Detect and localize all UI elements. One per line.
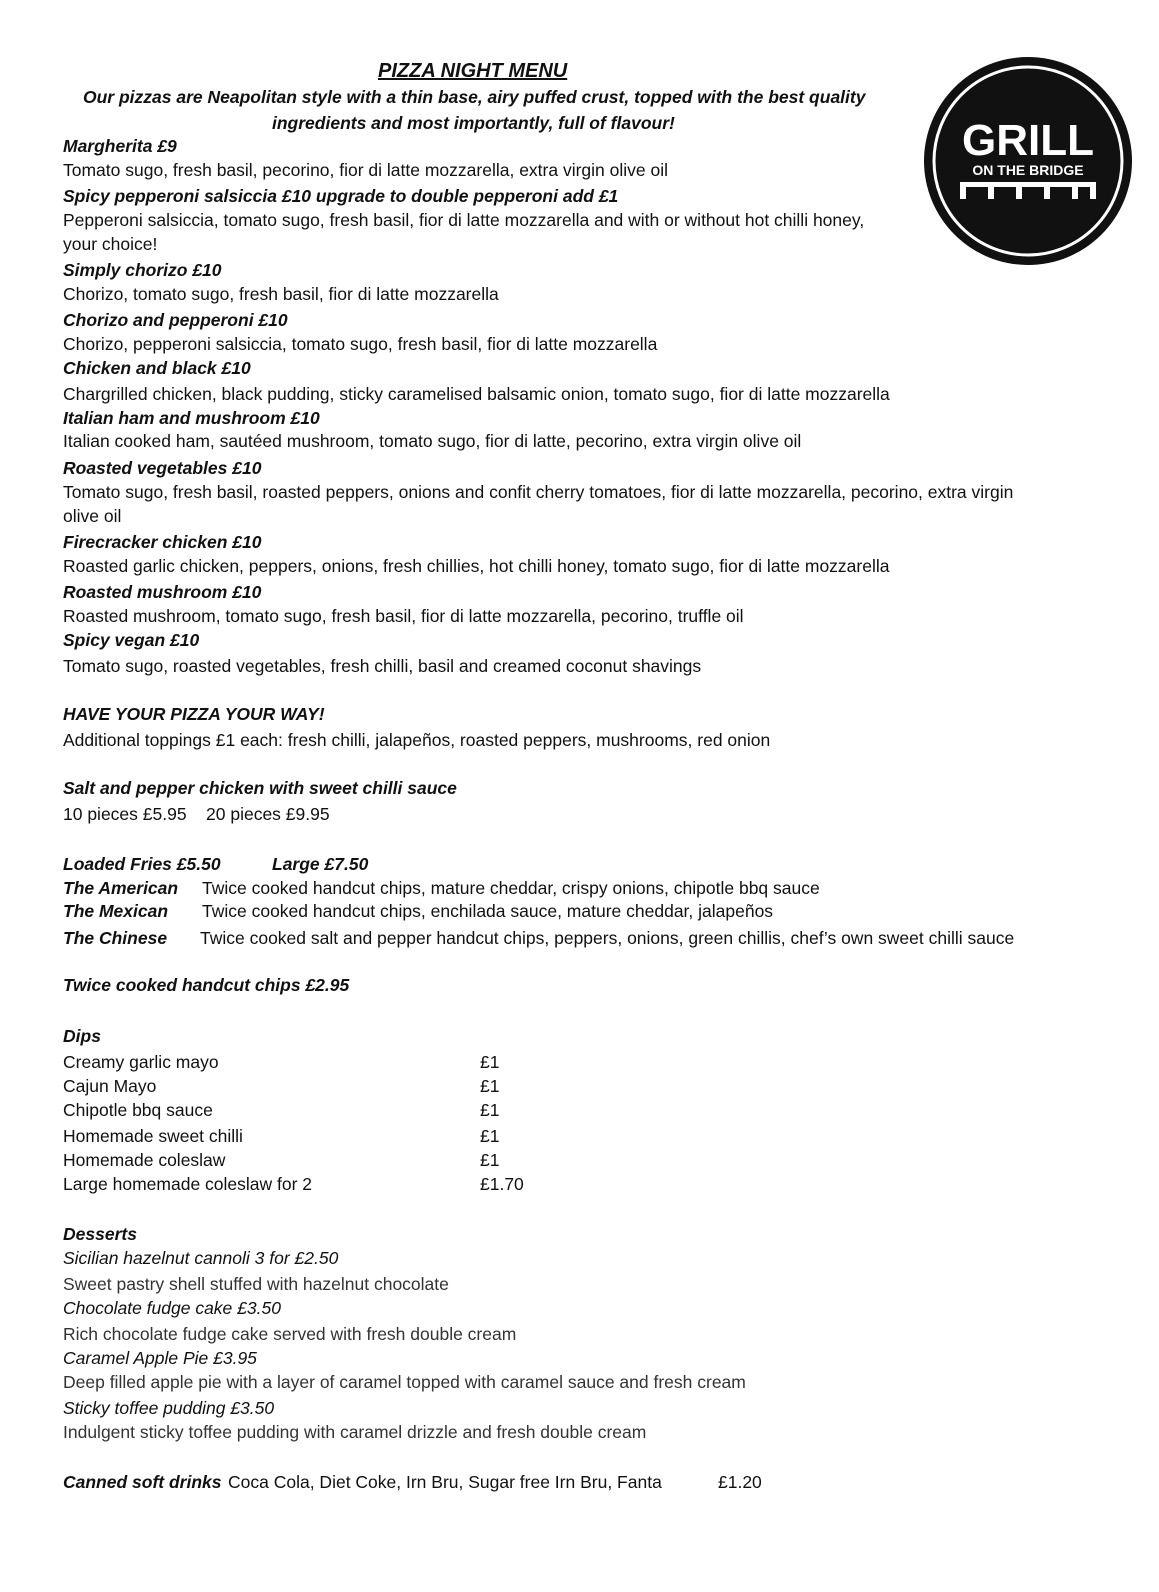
- logo-line-1: GRILL: [962, 116, 1094, 165]
- dip-name: Homemade coleslaw: [63, 1150, 226, 1170]
- fries-item-name: The Chinese: [63, 928, 168, 948]
- dip-price: £1.70: [480, 1174, 524, 1194]
- dessert-desc: Deep filled apple pie with a layer of caramel topped with caramel sauce and fresh cream: [63, 1372, 746, 1392]
- drinks-price: £1.20: [718, 1472, 762, 1492]
- pizza-name: Spicy vegan £10: [63, 630, 200, 650]
- dessert-name: Sticky toffee pudding £3.50: [63, 1398, 275, 1418]
- grill-on-the-bridge-logo: [922, 55, 1134, 267]
- pizza-desc: Pepperoni salsiccia, tomato sugo, fresh basil, fior di latte mozzarella and with or without hot chilli honey, your choice!: [63, 210, 865, 254]
- dip-name: Large homemade coleslaw for 2: [63, 1174, 313, 1194]
- dessert-desc: Indulgent sticky toffee pudding with caramel drizzle and fresh double cream: [63, 1422, 647, 1442]
- dessert-desc: Sweet pastry shell stuffed with hazelnut chocolate: [63, 1274, 449, 1294]
- dip-price: £1: [480, 1100, 500, 1120]
- pizza-name: Spicy pepperoni salsiccia £10 upgrade to double pepperoni add £1: [63, 186, 619, 206]
- pizza-name: Roasted mushroom £10: [63, 582, 262, 602]
- pizza-desc: Chargrilled chicken, black pudding, sticky caramelised balsamic onion, tomato sugo, fior di latte mozzarella: [63, 384, 890, 404]
- pizza-desc: Roasted garlic chicken, peppers, onions, fresh chillies, hot chilli honey, tomato sugo, fior di latte mozzarella: [63, 556, 890, 576]
- desserts-heading: Desserts: [63, 1224, 137, 1244]
- pizza-name: Simply chorizo £10: [63, 260, 222, 280]
- pizza-name: Firecracker chicken £10: [63, 532, 262, 552]
- dessert-name: Chocolate fudge cake £3.50: [63, 1298, 281, 1318]
- fries-item-desc: Twice cooked handcut chips, mature cheddar, crispy onions, chipotle bbq sauce: [202, 878, 820, 898]
- pizza-name: Roasted vegetables £10: [63, 458, 262, 478]
- drinks-label: Canned soft drinks: [63, 1472, 222, 1492]
- fries-item-desc: Twice cooked salt and pepper handcut chips, peppers, onions, green chillis, chef’s own sweet chilli sauce: [200, 928, 1015, 948]
- pizza-name: Italian ham and mushroom £10: [63, 408, 320, 428]
- dip-price: £1: [480, 1052, 500, 1072]
- salt-pepper-prices: 10 pieces £5.95 20 pieces £9.95: [63, 804, 330, 824]
- dessert-desc: Rich chocolate fudge cake served with fresh double cream: [63, 1324, 517, 1344]
- intro-line-2: ingredients and most importantly, full of flavour!: [272, 113, 675, 133]
- intro-line-1: Our pizzas are Neapolitan style with a thin base, airy puffed crust, topped with the best quality: [83, 87, 866, 107]
- drinks-list: Coca Cola, Diet Coke, Irn Bru, Sugar free Irn Bru, Fanta: [228, 1472, 662, 1492]
- pizza-name: Chorizo and pepperoni £10: [63, 310, 288, 330]
- dip-price: £1: [480, 1150, 500, 1170]
- pizza-desc: Tomato sugo, fresh basil, roasted peppers, onions and confit cherry tomatoes, fior di latte mozzarella, pecorino, extra virgin olive oil: [63, 482, 1014, 526]
- pizza-desc: Tomato sugo, roasted vegetables, fresh chilli, basil and creamed coconut shavings: [63, 656, 702, 676]
- loaded-fries-large: Large £7.50: [272, 854, 369, 874]
- pizza-desc: Chorizo, tomato sugo, fresh basil, fior di latte mozzarella: [63, 284, 499, 304]
- pizza-desc: Tomato sugo, fresh basil, pecorino, fior di latte mozzarella, extra virgin olive oil: [63, 160, 668, 180]
- salt-pepper-heading: Salt and pepper chicken with sweet chilli sauce: [63, 778, 457, 798]
- pizza-desc: Italian cooked ham, sautéed mushroom, tomato sugo, fior di latte, pecorino, extra virgin olive oil: [63, 431, 802, 451]
- fries-item-name: The American: [63, 878, 179, 898]
- dip-name: Chipotle bbq sauce: [63, 1100, 213, 1120]
- loaded-fries-heading: Loaded Fries £5.50: [63, 854, 221, 874]
- page-title: PIZZA NIGHT MENU: [378, 60, 568, 82]
- dip-name: Cajun Mayo: [63, 1076, 157, 1096]
- dip-price: £1: [480, 1076, 500, 1096]
- pizza-name: Margherita £9: [63, 136, 177, 156]
- dip-price: £1: [480, 1126, 500, 1146]
- dessert-name: Caramel Apple Pie £3.95: [63, 1348, 257, 1368]
- dip-name: Homemade sweet chilli: [63, 1126, 243, 1146]
- your-way-text: Additional toppings £1 each: fresh chilli, jalapeños, roasted peppers, mushrooms, red onion: [63, 730, 771, 750]
- fries-item-name: The Mexican: [63, 901, 169, 921]
- fries-item-desc: Twice cooked handcut chips, enchilada sauce, mature cheddar, jalapeños: [202, 901, 774, 921]
- chips-heading: Twice cooked handcut chips £2.95: [63, 975, 350, 995]
- dessert-name: Sicilian hazelnut cannoli 3 for £2.50: [63, 1248, 339, 1268]
- dips-heading: Dips: [63, 1026, 101, 1046]
- pizza-name: Chicken and black £10: [63, 358, 251, 378]
- logo-line-2: ON THE BRIDGE: [972, 162, 1084, 178]
- your-way-heading: HAVE YOUR PIZZA YOUR WAY!: [63, 704, 325, 724]
- pizza-desc: Chorizo, pepperoni salsiccia, tomato sugo, fresh basil, fior di latte mozzarella: [63, 334, 658, 354]
- pizza-desc: Roasted mushroom, tomato sugo, fresh basil, fior di latte mozzarella, pecorino, truffle oil: [63, 606, 744, 626]
- dip-name: Creamy garlic mayo: [63, 1052, 219, 1072]
